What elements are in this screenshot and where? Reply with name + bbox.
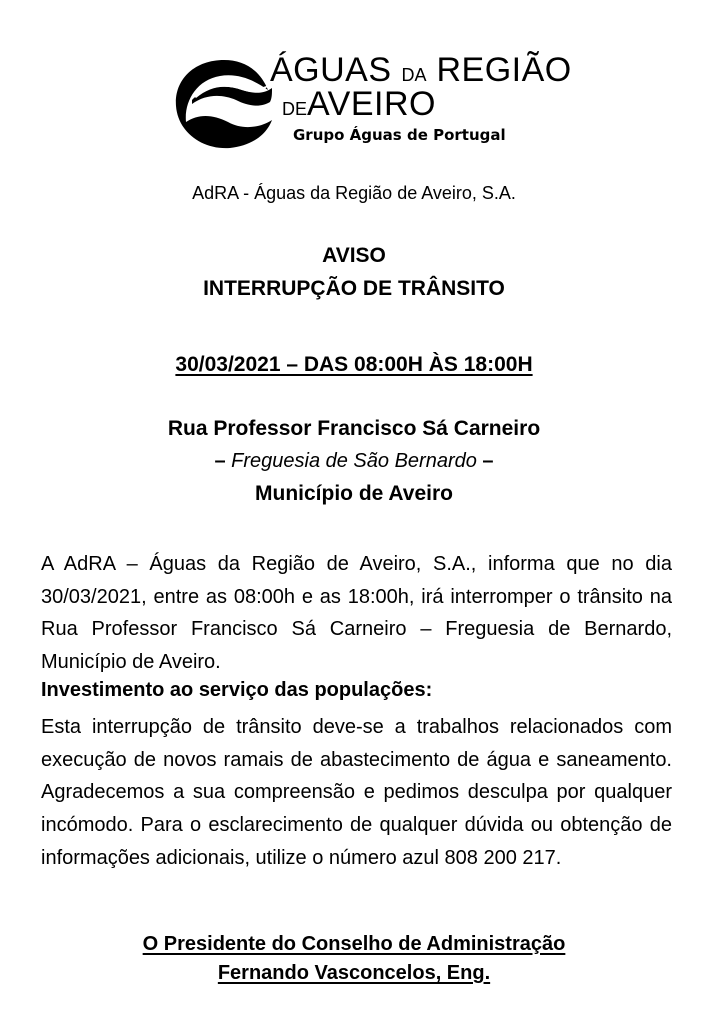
- logo-group-name: Grupo Águas de Portugal: [293, 126, 506, 144]
- water-wave-emblem-icon: [172, 56, 276, 152]
- notice-date-time: 30/03/2021 – DAS 08:00H ÀS 18:00H: [175, 353, 533, 376]
- notice-subheading: Investimento ao serviço das populações:: [41, 679, 433, 701]
- signatory-role: O Presidente do Conselho de Administração: [142, 933, 566, 955]
- logo-word-aguas: ÁGUAS: [270, 51, 392, 89]
- company-name: AdRA - Águas da Região de Aveiro, S.A.: [192, 183, 516, 203]
- municipality-name: Município de Aveiro: [255, 482, 453, 505]
- signatory-name: Fernando Vasconcelos, Eng.: [217, 962, 491, 984]
- logo-word-de: DE: [282, 99, 308, 119]
- logo-word-da: DA: [401, 65, 427, 85]
- logo-word-regiao: REGIÃO: [436, 51, 572, 89]
- parish-dash-left: –: [214, 450, 226, 472]
- notice-paragraph-2: Esta interrupção de trânsito deve-se a trabalhos relacionados com execução de novos ramais de abastecimento de água e saneamento. Agradecemos a sua compreensão e pedimos desculpa por qualquer incómodo. Para o esclarecimento de qualquer dúvida ou obtenção de informações adicionais, utilize o número azul 808 200 217.: [41, 716, 672, 869]
- notice-paragraph-1: A AdRA – Águas da Região de Aveiro, S.A., informa que no dia 30/03/2021, entre as 08:00h e as 18:00h, irá interromper o trânsito na Rua Professor Francisco Sá Carneiro – Freguesia de Bernardo, Município de Aveiro.: [41, 553, 672, 674]
- logo-line-2: [282, 85, 436, 124]
- notice-subtitle: INTERRUPÇÃO DE TRÂNSITO: [203, 277, 505, 300]
- notice-title: AVISO: [322, 244, 386, 267]
- parish-name: Freguesia de São Bernardo: [231, 450, 477, 472]
- parish-line: [0, 450, 708, 473]
- company-logo: [172, 50, 572, 160]
- logo-word-aveiro: AVEIRO: [307, 85, 436, 123]
- parish-dash-right: –: [482, 450, 494, 472]
- street-name: Rua Professor Francisco Sá Carneiro: [167, 417, 541, 440]
